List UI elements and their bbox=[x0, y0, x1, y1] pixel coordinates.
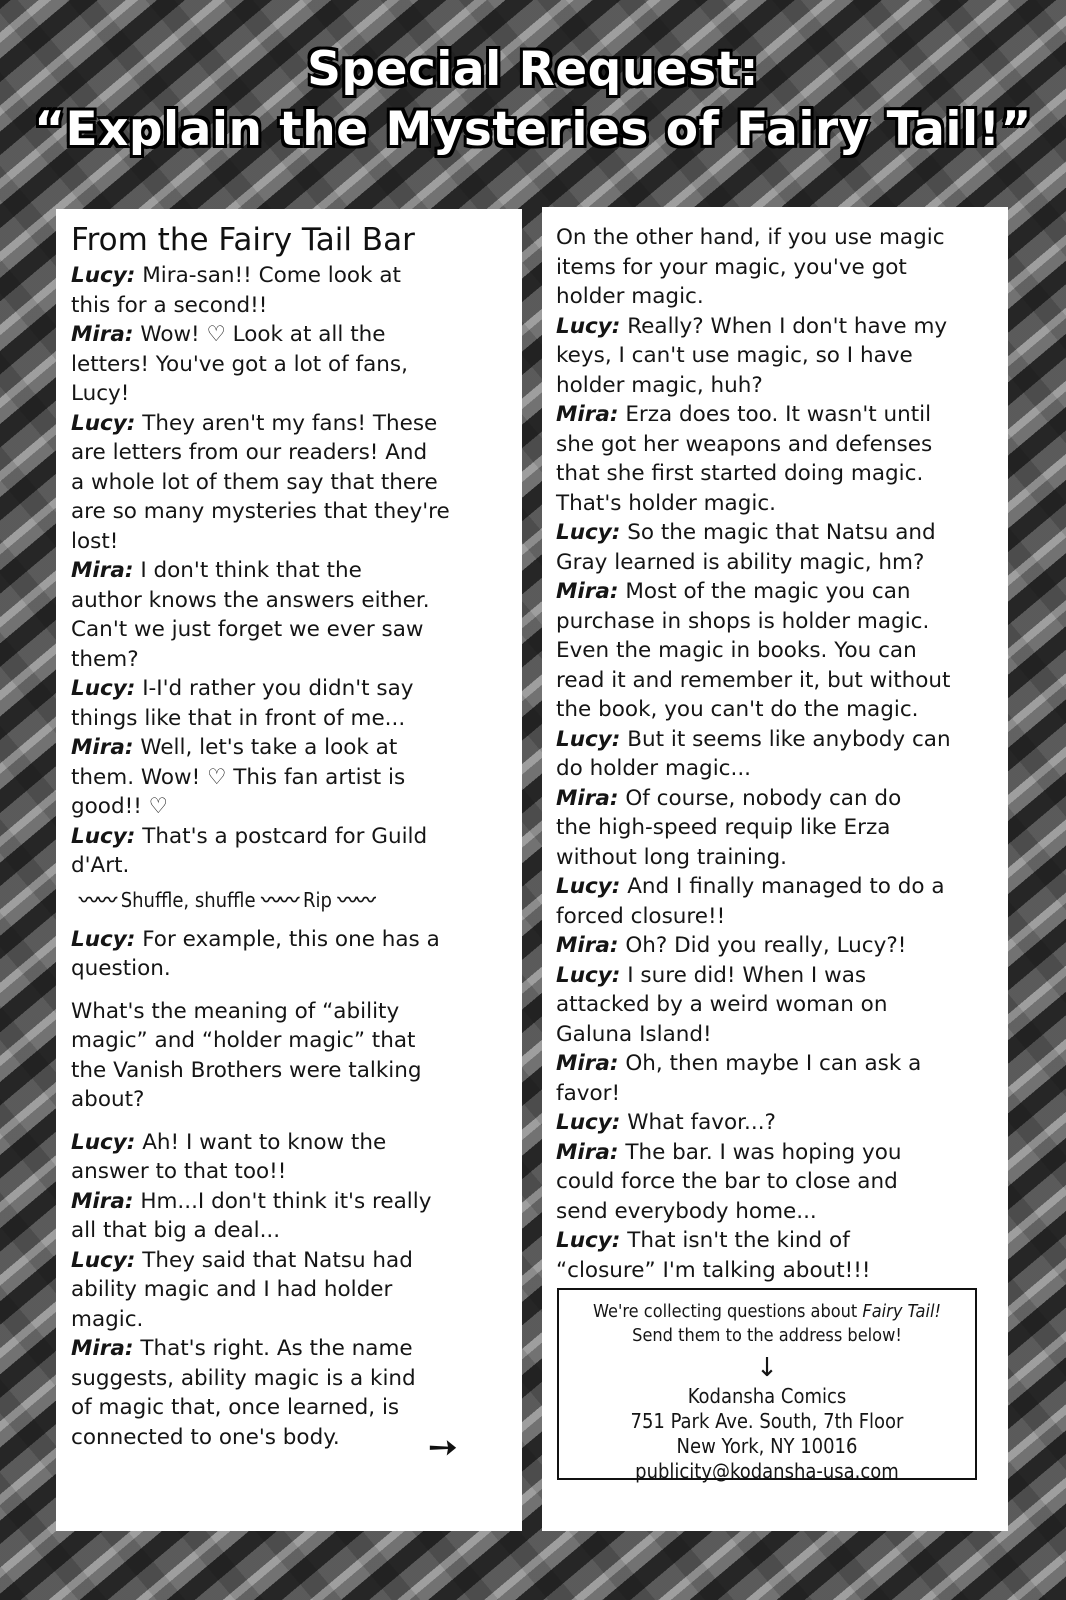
text-line bbox=[71, 291, 512, 321]
line-text: What favor...? bbox=[620, 1110, 776, 1135]
line-text: I don't think that the bbox=[133, 558, 362, 583]
text-line bbox=[556, 902, 998, 932]
speaker-name: Mira: bbox=[71, 558, 134, 583]
address-city: New York, NY 10016 bbox=[676, 1434, 858, 1458]
speaker-name: Mira: bbox=[556, 1051, 619, 1076]
line-text: I-I'd rather you didn't say bbox=[135, 676, 414, 701]
text-line bbox=[71, 468, 512, 498]
line-text: What's the meaning of “ability bbox=[71, 998, 400, 1024]
line-text: They aren't my fans! These bbox=[135, 410, 438, 436]
sfx-shuffle: Shuffle, shuffle bbox=[120, 887, 256, 912]
dialogue-block-4 bbox=[556, 223, 998, 1285]
dialogue-block-3 bbox=[71, 1128, 512, 1453]
line-text: things like that in front of me... bbox=[71, 705, 406, 731]
text-line bbox=[556, 636, 998, 666]
title-line-2: “Explain the Mysteries of Fairy Tail!” bbox=[34, 102, 1032, 157]
reader-question bbox=[71, 997, 512, 1115]
text-line bbox=[556, 872, 998, 902]
line-text: Can't we just forget we ever saw bbox=[71, 617, 424, 642]
speaker-name: Mira: bbox=[556, 1139, 619, 1165]
mailbox-line-1-title: Fairy Tail! bbox=[862, 1301, 941, 1322]
text-line bbox=[556, 312, 998, 342]
text-line bbox=[556, 1256, 998, 1286]
text-line bbox=[556, 548, 998, 578]
text-line bbox=[556, 1226, 998, 1256]
line-text: about? bbox=[71, 1087, 145, 1112]
text-line bbox=[556, 666, 998, 696]
text-line bbox=[71, 851, 512, 881]
right-text-panel bbox=[542, 207, 1008, 1531]
text-line bbox=[556, 607, 998, 637]
speaker-name: Mira: bbox=[71, 1336, 134, 1361]
line-text: So the magic that Natsu and bbox=[620, 520, 936, 545]
line-text: could force the bar to close and bbox=[556, 1169, 898, 1194]
line-text: The bar. I was hoping you bbox=[618, 1139, 902, 1165]
text-line bbox=[71, 674, 512, 704]
sfx-rip: Rip bbox=[302, 887, 332, 912]
line-text: suggests, ability magic is a kind bbox=[71, 1365, 416, 1391]
line-text: attacked by a weird woman on bbox=[556, 992, 888, 1017]
text-line bbox=[71, 645, 512, 675]
text-line bbox=[71, 615, 512, 645]
line-text: question. bbox=[71, 956, 171, 981]
text-line bbox=[71, 1305, 512, 1335]
speaker-name: Lucy: bbox=[556, 962, 621, 988]
line-text: For example, this one has a bbox=[135, 926, 440, 952]
line-text: magic” and “holder magic” that bbox=[71, 1028, 416, 1053]
line-text: Mira-san!! Come look at bbox=[135, 263, 401, 288]
speaker-name: Lucy: bbox=[71, 1247, 136, 1273]
speaker-name: Lucy: bbox=[71, 926, 136, 952]
text-line bbox=[71, 1246, 512, 1276]
speaker-name: Mira: bbox=[71, 1188, 134, 1214]
squiggle-1: 〰〰 bbox=[79, 887, 115, 912]
text-line bbox=[71, 1275, 512, 1305]
text-line bbox=[556, 282, 998, 312]
line-text: On the other hand, if you use magic bbox=[556, 225, 945, 250]
line-text: a whole lot of them say that there bbox=[71, 469, 438, 495]
line-text: purchase in shops is holder magic. bbox=[556, 608, 930, 634]
text-line bbox=[71, 704, 512, 734]
address-street: 751 Park Ave. South, 7th Floor bbox=[630, 1409, 904, 1433]
text-line bbox=[556, 1108, 998, 1138]
text-line bbox=[556, 725, 998, 755]
line-text: the Vanish Brothers were talking bbox=[71, 1057, 422, 1083]
text-line bbox=[556, 1020, 998, 1050]
mailbox-line-1-text: We're collecting questions about bbox=[593, 1301, 863, 1322]
dialogue-block-1 bbox=[71, 261, 512, 881]
line-text: favor! bbox=[556, 1080, 621, 1106]
text-line bbox=[556, 223, 998, 253]
text-line bbox=[71, 1056, 512, 1086]
text-line bbox=[556, 695, 998, 725]
text-line bbox=[556, 489, 998, 519]
line-text: do holder magic... bbox=[556, 756, 752, 781]
text-line bbox=[556, 784, 998, 814]
line-text: That's holder magic. bbox=[556, 490, 777, 516]
speaker-name: Lucy: bbox=[556, 1110, 621, 1135]
speaker-name: Lucy: bbox=[556, 313, 621, 339]
text-line bbox=[556, 577, 998, 607]
line-text: Gray learned is ability magic, hm? bbox=[556, 549, 925, 575]
line-text: Erza does too. It wasn't until bbox=[618, 402, 932, 427]
text-line bbox=[71, 1157, 512, 1187]
line-text: That's a postcard for Guild bbox=[135, 823, 428, 849]
text-line bbox=[71, 822, 512, 852]
text-line bbox=[71, 379, 512, 409]
speaker-name: Lucy: bbox=[71, 1129, 136, 1155]
dialogue-block-2 bbox=[71, 925, 512, 984]
mailbox-line-1 bbox=[559, 1300, 975, 1324]
speaker-name: Lucy: bbox=[71, 410, 136, 436]
line-text: the book, you can't do the magic. bbox=[556, 697, 919, 722]
text-line bbox=[556, 754, 998, 784]
text-line bbox=[556, 1079, 998, 1109]
line-text: They said that Natsu had bbox=[135, 1247, 413, 1273]
line-text: That isn't the kind of bbox=[620, 1228, 850, 1253]
speaker-name: Lucy: bbox=[71, 823, 136, 849]
text-line bbox=[71, 1128, 512, 1158]
speaker-name: Lucy: bbox=[556, 874, 621, 899]
text-line bbox=[556, 253, 998, 283]
line-text: that she first started doing magic. bbox=[556, 461, 924, 486]
line-text: But it seems like anybody can bbox=[620, 726, 951, 752]
speaker-name: Mira: bbox=[556, 785, 619, 811]
text-line bbox=[556, 400, 998, 430]
text-line bbox=[71, 1393, 512, 1423]
page-title bbox=[0, 40, 1066, 160]
line-text: are so many mysteries that they're bbox=[71, 499, 450, 524]
text-line bbox=[71, 261, 512, 291]
text-line bbox=[556, 1049, 998, 1079]
line-text: items for your magic, you've got bbox=[556, 254, 907, 280]
text-line bbox=[71, 409, 512, 439]
address-email: publicity@kodansha-usa.com bbox=[635, 1459, 899, 1483]
line-text: Of course, nobody can do bbox=[618, 785, 902, 811]
speaker-name: Lucy: bbox=[71, 263, 136, 288]
text-line bbox=[71, 1334, 512, 1364]
line-text: Lucy! bbox=[71, 381, 130, 406]
line-text: Even the magic in books. You can bbox=[556, 638, 917, 663]
line-text: the high-speed requip like Erza bbox=[556, 815, 891, 840]
line-text: read it and remember it, but without bbox=[556, 667, 951, 693]
line-text: And I finally managed to do a bbox=[620, 874, 945, 899]
title-line-1: Special Request: bbox=[307, 42, 759, 97]
line-text: them? bbox=[71, 646, 139, 672]
text-line bbox=[556, 843, 998, 873]
line-text: I sure did! When I was bbox=[620, 962, 867, 988]
speaker-name: Mira: bbox=[71, 322, 134, 347]
text-line bbox=[71, 438, 512, 468]
line-text: magic. bbox=[71, 1306, 144, 1332]
speaker-name: Mira: bbox=[556, 402, 619, 427]
text-line bbox=[556, 1197, 998, 1227]
panel-heading: From the Fairy Tail Bar bbox=[71, 222, 415, 258]
speaker-name: Lucy: bbox=[556, 1228, 621, 1253]
line-text: Well, let's take a look at bbox=[133, 735, 398, 760]
text-line bbox=[556, 990, 998, 1020]
line-text: Ah! I want to know the bbox=[135, 1129, 387, 1155]
text-line bbox=[71, 527, 512, 557]
address-company: Kodansha Comics bbox=[687, 1384, 847, 1408]
line-text: forced closure!! bbox=[556, 903, 726, 929]
line-text: good!! ♡ bbox=[71, 794, 168, 819]
line-text: Oh, then maybe I can ask a bbox=[618, 1051, 922, 1076]
line-text: Wow! ♡ Look at all the bbox=[133, 322, 386, 347]
line-text: she got her weapons and defenses bbox=[556, 431, 933, 457]
squiggle-2: 〰〰 bbox=[261, 887, 298, 912]
text-line bbox=[556, 518, 998, 548]
text-line bbox=[556, 1167, 998, 1197]
text-line bbox=[556, 961, 998, 991]
line-text: Galuna Island! bbox=[556, 1021, 712, 1047]
text-line bbox=[556, 813, 998, 843]
text-line bbox=[556, 931, 998, 961]
text-line bbox=[71, 792, 512, 822]
line-text: d'Art. bbox=[71, 853, 130, 878]
text-line bbox=[556, 430, 998, 460]
text-line bbox=[556, 1138, 998, 1168]
text-line bbox=[71, 556, 512, 586]
line-text: author knows the answers either. bbox=[71, 587, 430, 613]
text-line bbox=[71, 586, 512, 616]
speaker-name: Mira: bbox=[71, 735, 134, 760]
line-text: ability magic and I had holder bbox=[71, 1277, 393, 1302]
mailbox-line-2: Send them to the address below! bbox=[632, 1325, 902, 1346]
line-text: this for a second!! bbox=[71, 292, 268, 318]
speaker-name: Mira: bbox=[556, 933, 619, 958]
line-text: all that big a deal... bbox=[71, 1218, 281, 1243]
line-text: holder magic, huh? bbox=[556, 372, 763, 398]
mail-in-box bbox=[557, 1288, 977, 1483]
text-line bbox=[71, 925, 512, 955]
continue-arrow-icon: ➚ bbox=[417, 1422, 469, 1473]
line-text: letters! You've got a lot of fans, bbox=[71, 351, 408, 377]
text-line bbox=[71, 997, 512, 1027]
line-text: connected to one's body. bbox=[71, 1424, 340, 1450]
text-line bbox=[556, 371, 998, 401]
line-text: without long training. bbox=[556, 844, 788, 870]
squiggle-3: 〰〰 bbox=[337, 887, 374, 912]
line-text: of magic that, once learned, is bbox=[71, 1395, 400, 1420]
line-text: “closure” I'm talking about!!! bbox=[556, 1257, 871, 1283]
line-text: lost! bbox=[71, 528, 119, 554]
down-arrow-icon: ↓ bbox=[756, 1353, 778, 1383]
sound-effects bbox=[79, 885, 512, 915]
text-line bbox=[71, 1216, 512, 1246]
line-text: Really? When I don't have my bbox=[620, 313, 948, 339]
line-text: Oh? Did you really, Lucy?! bbox=[618, 933, 907, 958]
line-text: keys, I can't use magic, so I have bbox=[556, 343, 913, 368]
text-line bbox=[556, 459, 998, 489]
line-text: them. Wow! ♡ This fan artist is bbox=[71, 764, 406, 790]
text-line bbox=[71, 497, 512, 527]
left-text-panel bbox=[56, 209, 522, 1531]
text-line bbox=[71, 954, 512, 984]
text-line bbox=[556, 341, 998, 371]
text-line bbox=[71, 1364, 512, 1394]
text-line bbox=[71, 350, 512, 380]
line-text: holder magic. bbox=[556, 284, 704, 309]
line-text: answer to that too!! bbox=[71, 1159, 287, 1184]
speaker-name: Lucy: bbox=[71, 676, 136, 701]
speaker-name: Lucy: bbox=[556, 520, 621, 545]
text-line bbox=[71, 733, 512, 763]
speaker-name: Lucy: bbox=[556, 726, 621, 752]
line-text: send everybody home... bbox=[556, 1198, 817, 1224]
text-line bbox=[71, 1085, 512, 1115]
line-text: Most of the magic you can bbox=[618, 579, 911, 604]
line-text: That's right. As the name bbox=[133, 1336, 413, 1361]
text-line bbox=[71, 320, 512, 350]
text-line bbox=[71, 1026, 512, 1056]
line-text: Hm...I don't think it's really bbox=[133, 1188, 432, 1214]
text-line bbox=[71, 763, 512, 793]
line-text: are letters from our readers! And bbox=[71, 440, 428, 465]
text-line bbox=[71, 1187, 512, 1217]
speaker-name: Mira: bbox=[556, 579, 619, 604]
